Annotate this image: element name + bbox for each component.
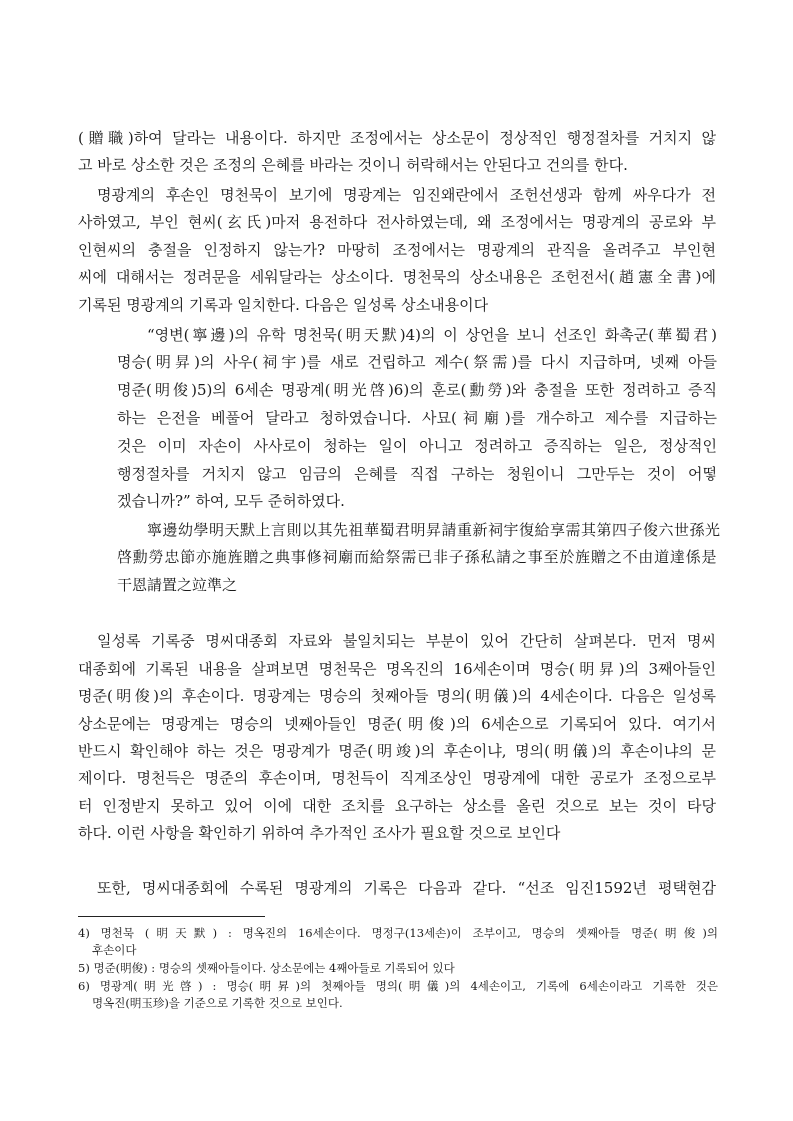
footnote: 후손이다 (92, 943, 137, 957)
body-line: (贈職)하여 달라는 내용이다. 하지만 조정에서는 상소문이 정상적인 행정절차를 거치지 않 (78, 129, 716, 147)
body-line: 제이다. 명천득은 명준의 후손이며, 명천득이 직계조상인 명광계에 대한 공로가 조정으로부 (78, 769, 716, 787)
quote-line: 겠습니까?” 하여, 모두 준허하였다. (117, 492, 345, 510)
body-line: 대종회에 기록된 내용을 살펴보면 명천묵은 명옥진의 16세손이며 명승(明昇)의 3째아들인 (78, 660, 716, 678)
body-line: 반드시 확인해야 하는 것은 명광계가 명준(明竣)의 후손이냐, 명의(明儀)의 후손이냐의 문 (78, 742, 716, 760)
body-line: 씨에 대해서는 정려문을 세워달라는 상소이다. 명천묵의 상소내용은 조헌전서(趙憲全書)에 (78, 268, 716, 286)
body-line: 명광계의 후손인 명천묵이 보기에 명광계는 임진왜란에서 조헌선생과 함께 싸우다가 전 (97, 186, 716, 204)
body-line: 터 인정받지 못하고 있어 이에 대한 조치를 요구하는 상소를 올린 것으로 보는 것이 타당 (78, 797, 716, 815)
quote-line: 것은 이미 자손이 사사로이 청하는 일이 아니고 정려하고 증직하는 일은, 정상적인 (117, 437, 717, 455)
footnote-divider (78, 916, 265, 917)
body-line: 또한, 명씨대종회에 수록된 명광계의 기록은 다음과 같다. “선조 임진1592년 평택현감 (97, 879, 716, 897)
body-line: 고 바로 상소한 것은 조정의 은혜를 바라는 것이니 허락해서는 안된다고 건의를 한다. (78, 156, 628, 174)
hanja-line: 干恩請置之竝準之 (117, 576, 238, 594)
body-line: 인현씨의 충절을 인정하지 않는가? 마땅히 조정에서는 명광계의 관직을 올려주고 부인현 (78, 241, 716, 259)
body-line: 하다. 이런 사항을 확인하기 위하여 추가적인 조사가 필요할 것으로 보인다 (78, 824, 561, 842)
body-line: 사하였고, 부인 현씨(玄氏)마저 용전하다 전사하였는데, 왜 조정에서는 명광계의 공로와 부 (78, 213, 716, 231)
body-line: 일성록 기록중 명씨대종회 자료와 불일치되는 부분이 있어 간단히 살펴본다. 먼저 명씨 (97, 632, 716, 650)
hanja-line: 啓勳勞忠節亦施旌贈之典事修祠廟而給祭需已非子孫私請之事至於旌贈之不由道達係是 (117, 548, 717, 566)
hanja-line: 寧邊幼學明天默上言則以其先祖華蜀君明昇請重新祠宇復給享需其第四子俊六世孫光 (147, 521, 721, 539)
quote-line: 행정절차를 거치지 않고 임금의 은혜를 직접 구하는 청원이니 그만두는 것이 어떻 (117, 465, 717, 483)
body-line: 명준(明俊)의 후손이다. 명광계는 명승의 첫째아들 명의(明儀)의 4세손이다. 다음은 일성록 (78, 687, 716, 705)
footnote: 4) 명천묵 (明天默) : 명옥진의 16세손이다. 명정구(13세손)이 조부이고, 명승의 셋째아들 명준(明俊)의 (78, 926, 718, 940)
footnote: 명옥진(明玉珍)을 기준으로 기록한 것으로 보인다. (92, 996, 343, 1010)
quote-line: 명승(明昇)의 사우(祠宇)를 새로 건립하고 제수(祭需)를 다시 지급하며, 넷째 아들 (117, 353, 717, 371)
quote-line: 명준(明俊)5)의 6세손 명광계(明光啓)6)의 훈로(勳勞)와 충절을 또한 정려하고 증직 (117, 381, 717, 399)
quote-line: “영변(寧邊)의 유학 명천묵(明天默)4)의 이 상언을 보니 선조인 화촉군(華蜀君) (147, 326, 717, 344)
quote-line: 하는 은전을 베풀어 달라고 청하였습니다. 사묘(祠廟)를 개수하고 제수를 지급하는 (117, 409, 717, 427)
footnote: 5) 명준(明俊) : 명승의 셋째아들이다. 상소문에는 4째아들로 기록되어 있다 (78, 961, 455, 975)
body-line: 상소문에는 명광계는 명승의 넷째아들인 명준(明俊)의 6세손으로 기록되어 있다. 여기서 (78, 715, 716, 733)
footnote: 6) 명광계(明光啓) : 명승(明昇)의 첫째아들 명의(明儀)의 4세손이고, 기록에 6세손이라고 기록한 것은 (78, 979, 718, 993)
body-line: 기록된 명광계의 기록과 일치한다. 다음은 일성록 상소내용이다 (78, 296, 489, 314)
